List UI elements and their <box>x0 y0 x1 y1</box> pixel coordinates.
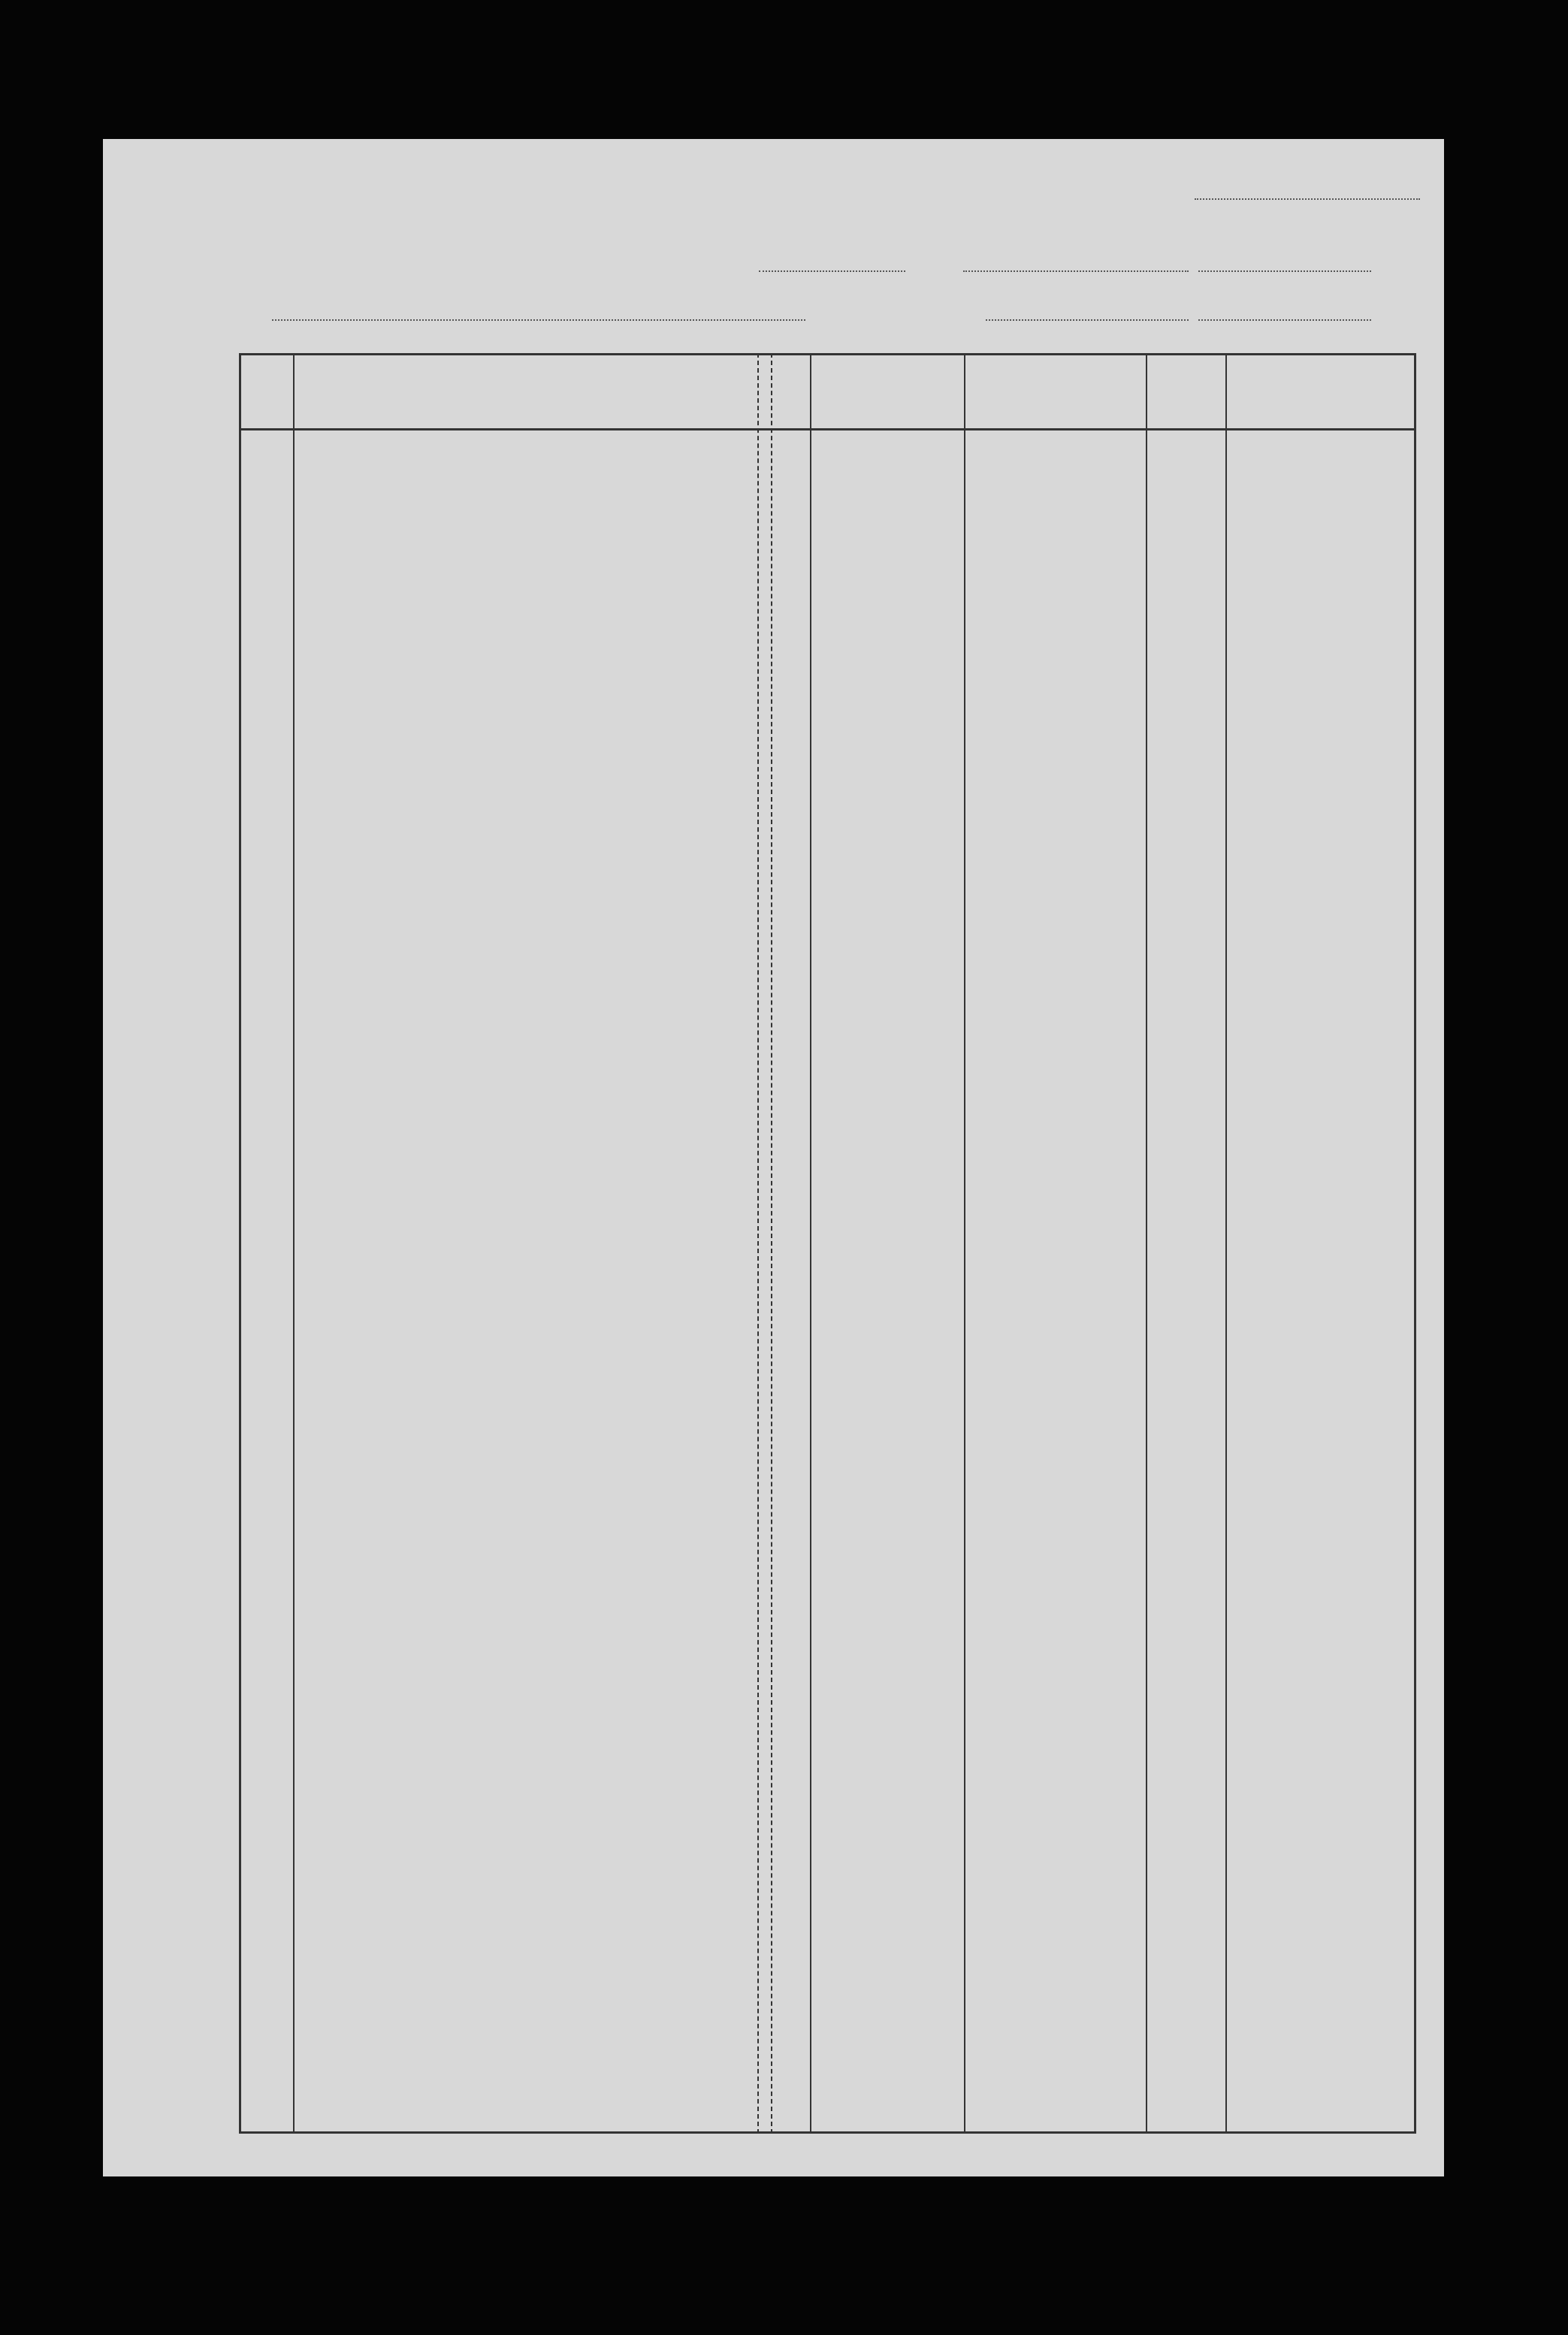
arrive-port-line <box>986 319 1189 321</box>
manifest-no-line <box>1195 198 1420 200</box>
vessel-line <box>272 319 805 321</box>
manifest-table <box>239 353 1416 2134</box>
class-line <box>759 270 905 272</box>
from-line <box>963 270 1189 272</box>
date-arrive-line <box>1198 319 1371 321</box>
date-from-line <box>1198 270 1371 272</box>
table-lines <box>239 353 1416 2134</box>
